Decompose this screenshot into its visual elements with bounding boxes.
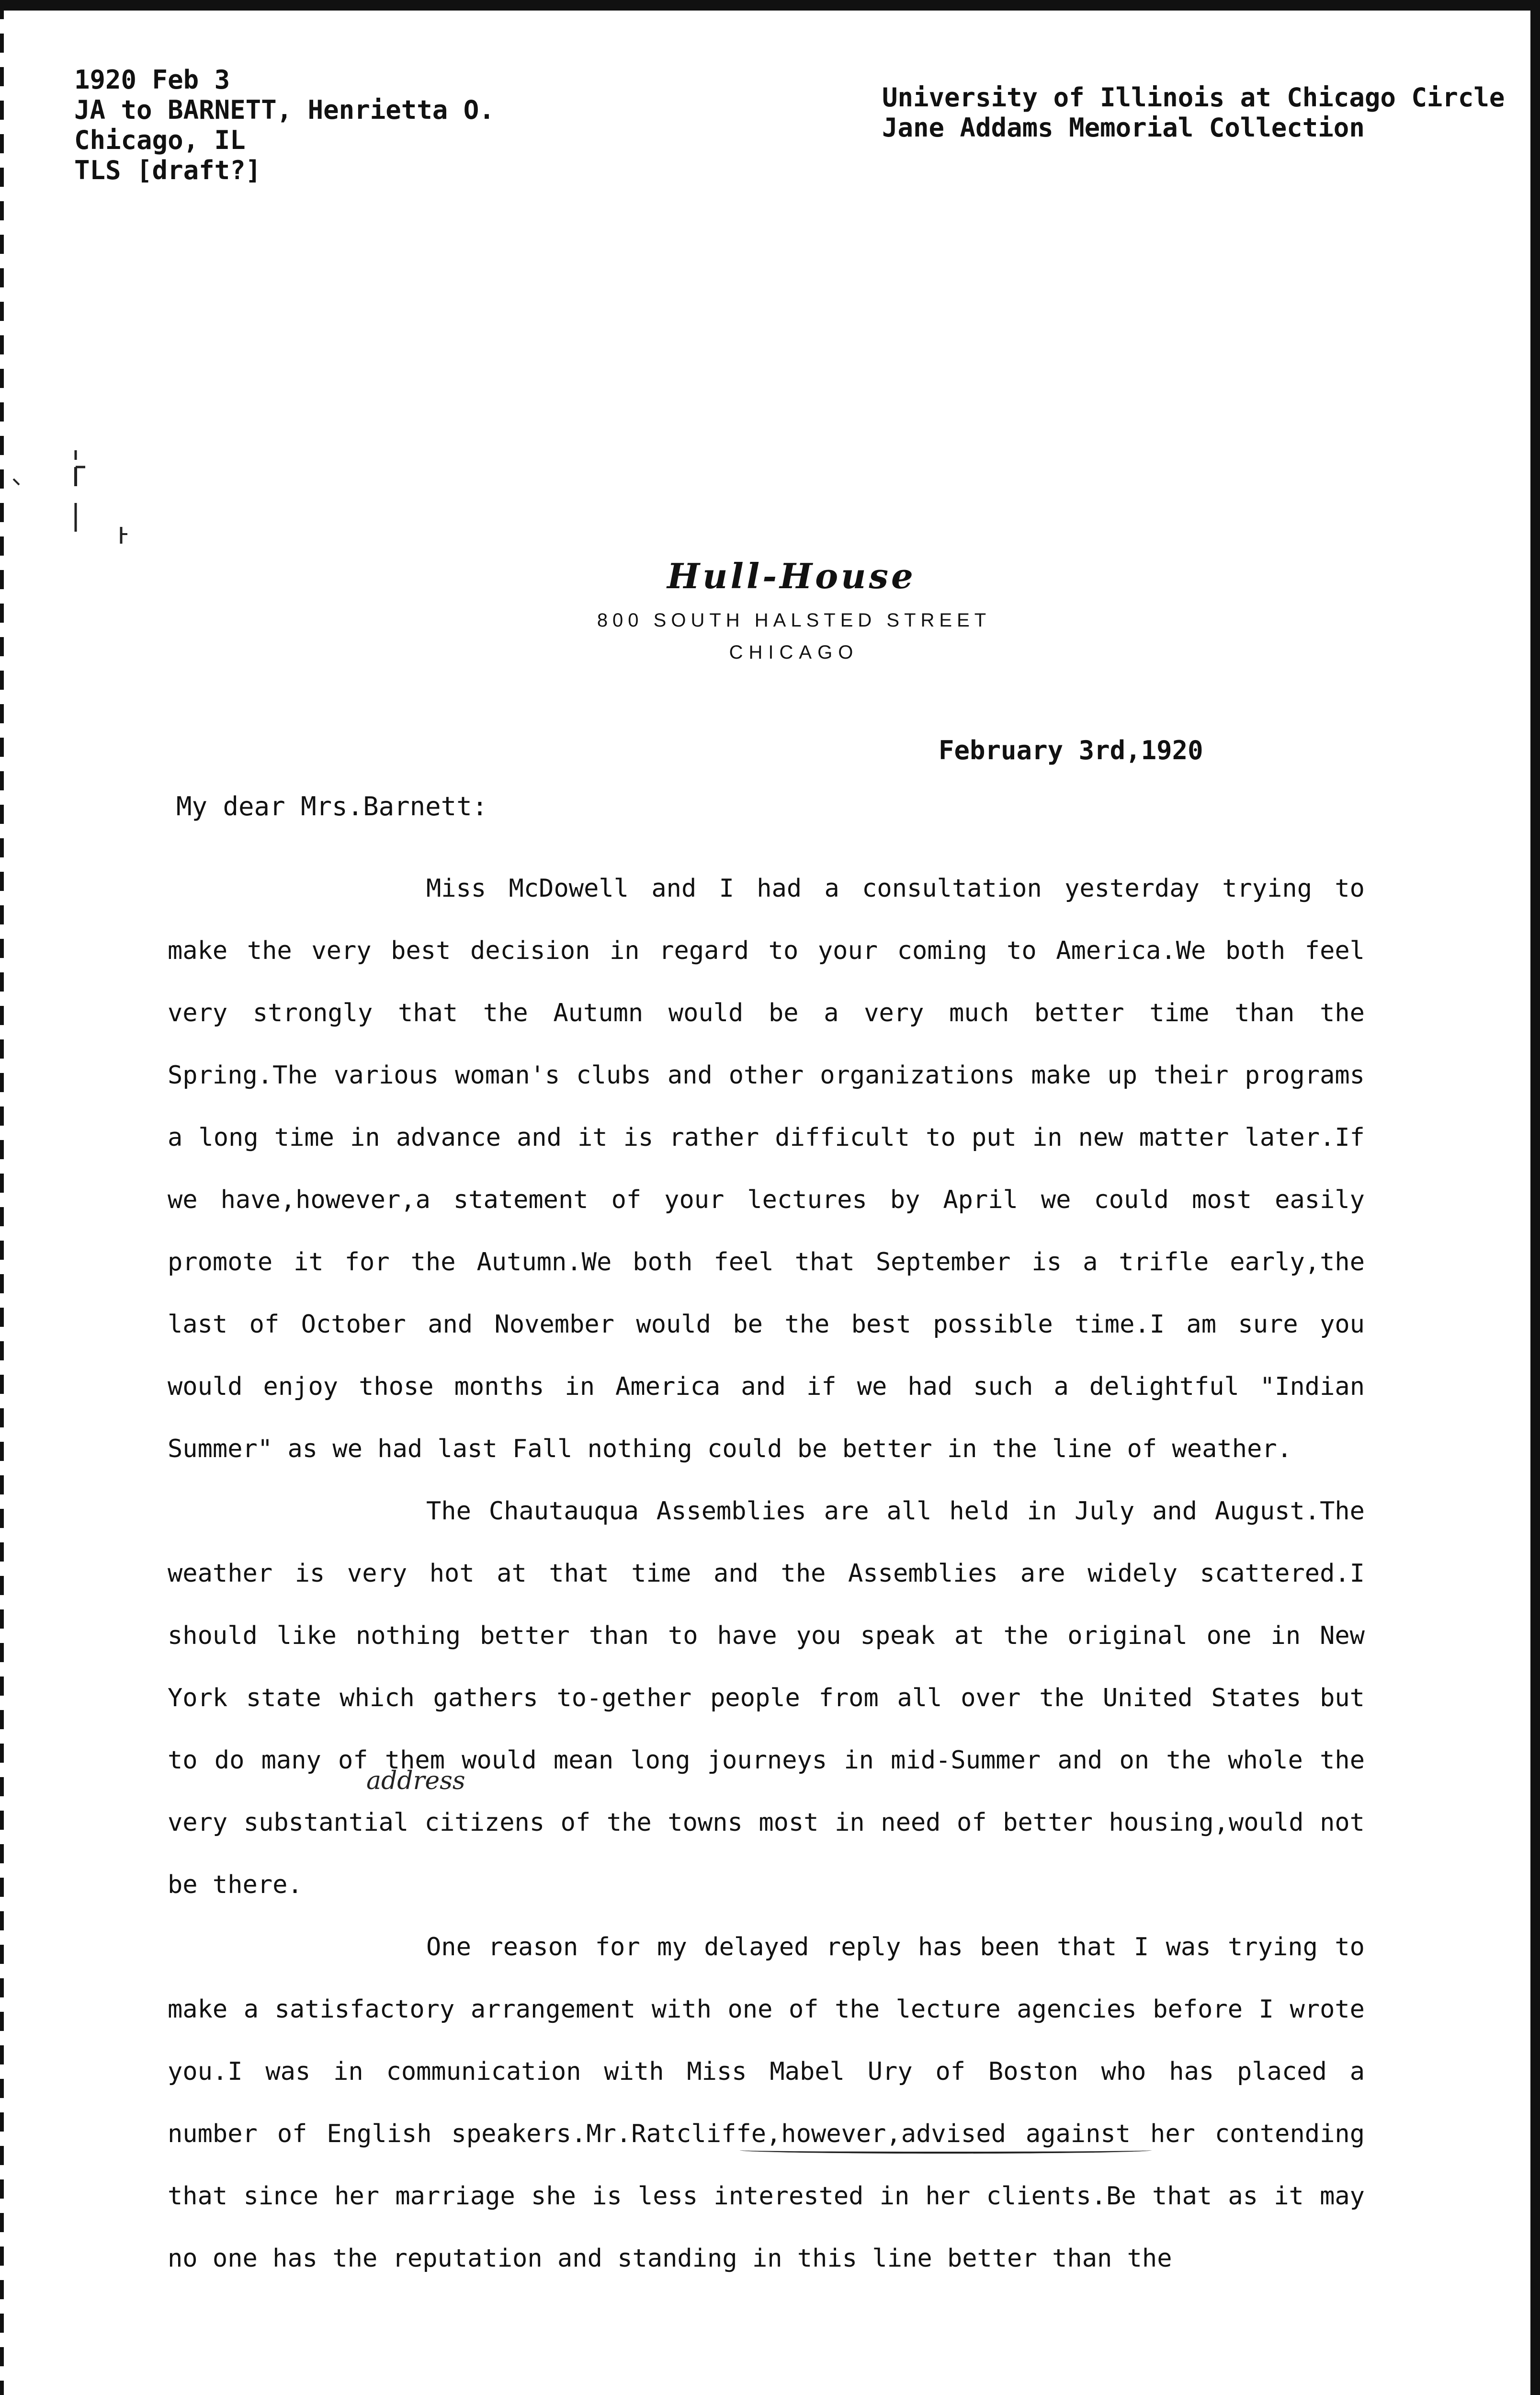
citation-correspondents: JA to BARNETT, Henrietta O. — [74, 95, 495, 125]
paragraph-chautauqua: The Chautauqua Assemblies are all held in July and August.The weather is very hot at that time and the Assemblies are widely scattered.I should like nothing better than to have you speak at the original one in New York state which gathers to-gether people from all over the United States but to do many of them would mean long journeys in mid-Summer and on the whole the very substantial citizens of the towns most in need of better housing,would not be there. — [168, 1497, 1365, 1899]
letterhead — [0, 556, 1540, 663]
letterhead-street: 800 SOUTH HALSTED STREET — [597, 610, 991, 631]
letter-date: February 3rd,1920 — [939, 735, 1203, 765]
citation-place: Chicago, IL — [74, 125, 246, 155]
letterhead-name: Hull-House — [667, 556, 916, 596]
scan-border-top — [0, 0, 1540, 11]
collection-institution: University of Illinois at Chicago Circle — [882, 82, 1505, 113]
collection-name: Jane Addams Memorial Collection — [882, 113, 1365, 143]
archive-citation — [74, 65, 495, 185]
paragraph-timing: Miss McDowell and I had a consultation yesterday trying to make the very best decision in regard to your coming to America.We both feel very strongly that the Autumn would be a very much better time than the Spring.The various woman's clubs and other organizations make up their programs a long time in advance and it is rather difficult to put in new matter later.If we have,however,a statement of your lectures by April we could most easily promote it for the Autumn.We both feel that September is a trifle early,the last of October and November would be the best possible time.I am sure you would enjoy those months in America and if we had such a delightful "Indian Summer" as we had last Fall nothing could be better in the line of weather. — [168, 874, 1365, 1463]
paragraph-lecture-agency: One reason for my delayed reply has been that I was trying to make a satisfactory arrangement with one of the lecture agencies before I wrote you.I was in communication with Miss Mabel Ury of Boston who has placed a number of English speakers.Mr.Ratcliffe,however,advised against her contending that since her marriage she is less interested in her clients.Be that as it may no one has the reputation and standing in this line better than the — [168, 1933, 1365, 2273]
margin-marks — [9, 441, 133, 556]
handwritten-underline — [740, 2147, 1152, 2154]
archive-collection — [882, 82, 1505, 143]
handwritten-insertion: address — [366, 1767, 465, 1795]
scan-border-left — [0, 0, 4, 2395]
salutation: My dear Mrs.Barnett: — [176, 791, 488, 821]
letter-body — [168, 857, 1365, 2290]
scan-border-right — [1530, 0, 1540, 2395]
citation-type: TLS [draft?] — [74, 155, 261, 185]
citation-date: 1920 Feb 3 — [74, 65, 230, 95]
letterhead-city: CHICAGO — [729, 642, 859, 663]
